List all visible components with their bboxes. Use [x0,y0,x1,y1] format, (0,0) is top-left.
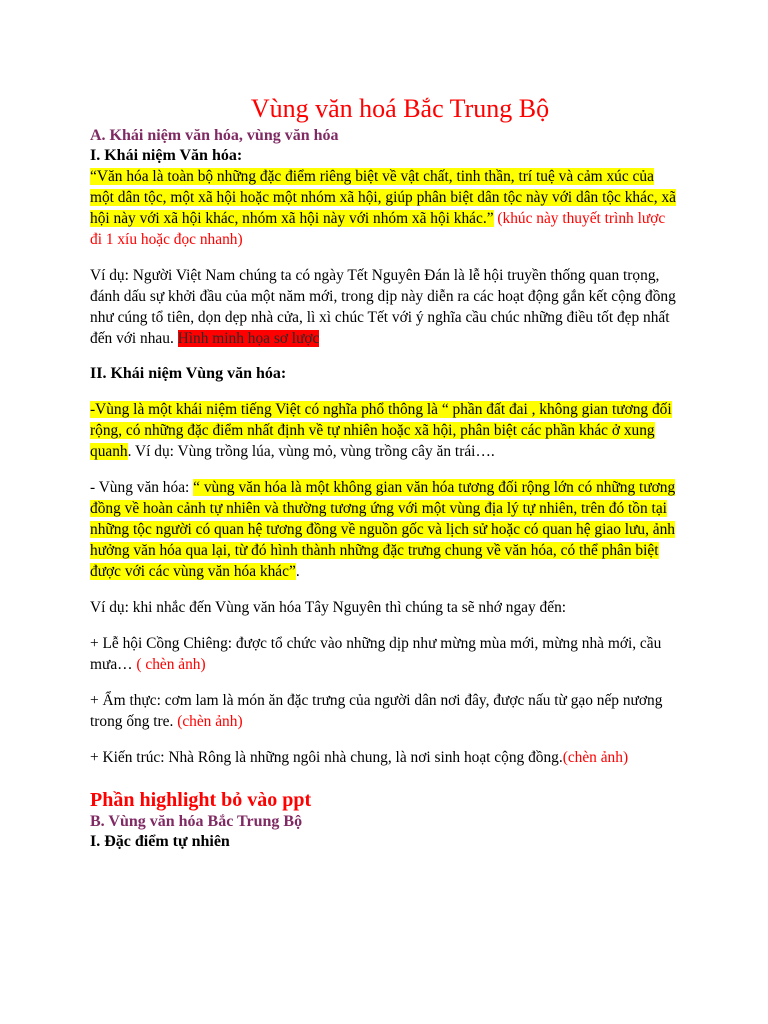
cultural-region-definition: “ vùng văn hóa là một không gian văn hóa tương đối rộng lớn có những tương đồng về hoàn cảnh tự nhiên và thường tương ứng với một vùng địa lý tự nhiên, trên đó tồn tại những tộc người có quan hệ tương đồng về nguồn gốc và lịch sử hoặc có quan hệ giao lưu, ảnh hưởng văn hóa qua lại, từ đó hình thành những đặc trưng chung về văn hóa, có thể phân biệt được với các vùng văn hóa khác” [90,479,676,580]
region-definition-paragraph [90,399,680,462]
insert-image-note: ( chèn ảnh) [136,656,206,673]
culture-definition-quote: “Văn hóa là toàn bộ những đặc điểm riêng biệt về vật chất, tinh thần, trí tuệ và cảm xúc của một dân tộc, một xã hội hoặc một nhóm xã hội, giúp phân biệt dân tộc này với dân tộc khác, xã hội này với xã hội khác, nhóm xã hội này với nhóm xã hội khác.” [90,168,677,227]
cuisine-text: + Ẩm thực: cơm lam là món ăn đặc trưng của người dân nơi đây, được nấu từ gạo nếp nương trong ống tre. [90,692,663,730]
tet-example-text: Ví dụ: Người Việt Nam chúng ta có ngày Tết Nguyên Đán là lễ hội truyền thống quan trọng, đánh dấu sự khởi đầu của một năm mới, trong dịp này diễn ra các hoạt động gắn kết cộng đồng như cúng tổ tiên, dọn dẹp nhà cửa, lì xì chúc Tết với ý nghĩa cầu chúc những điều tốt đẹp nhất đến với nhau. [90,267,676,347]
list-item-cuisine [90,690,680,732]
festival-text: + Lễ hội Cồng Chiêng: được tổ chức vào những dịp như mừng mùa mới, mừng nhà mới, cầu mưa… [90,635,662,673]
list-item-architecture [90,747,680,768]
document-content [90,92,680,852]
presenter-note: (khúc này thuyết trình lược đi 1 xíu hoặc đọc nhanh) [90,210,666,248]
cultural-region-paragraph [90,477,680,582]
tay-nguyen-example: Ví dụ: khi nhắc đến Vùng văn hóa Tây Nguyên thì chúng ta sẽ nhớ ngay đến: [90,599,567,616]
section-a-heading: A. Khái niệm văn hóa, vùng văn hóa [90,127,339,144]
cultural-region-prefix: - Vùng văn hóa: [90,479,194,496]
region-example: . Ví dụ: Vùng trồng lúa, vùng mỏ, vùng trồng cây ăn trái…. [127,443,495,460]
cultural-region-end: . [295,563,300,580]
region-definition: -Vùng là một khái niệm tiếng Việt có nghĩa phổ thông là “ phần đất đai , không gian tương đối rộng, có những đặc điểm nhất định về tự nhiên hoặc xã hội, phân biệt các phần khác ở xung quanh [90,401,672,460]
culture-definition-paragraph [90,166,680,250]
architecture-text: + Kiến trúc: Nhà Rông là những ngôi nhà chung, là nơi sinh hoạt cộng đồng. [90,749,563,766]
image-note: Hình minh họa sơ lược [177,330,320,347]
list-item-festival [90,633,680,675]
heading-region-concept: II. Khái niệm Vùng văn hóa: [90,365,287,382]
document-title: Vùng văn hoá Bắc Trung Bộ [250,94,550,123]
section-b-heading: B. Vùng văn hóa Bắc Trung Bộ [90,813,303,830]
insert-image-note: (chèn ảnh) [177,713,243,730]
heading-culture-concept: I. Khái niệm Văn hóa: [90,147,243,164]
tet-example-paragraph [90,265,680,349]
heading-natural-features: I. Đặc điểm tự nhiên [90,833,230,850]
insert-image-note: (chèn ảnh) [562,749,629,766]
highlight-heading: Phần highlight bỏ vào ppt [90,789,312,811]
